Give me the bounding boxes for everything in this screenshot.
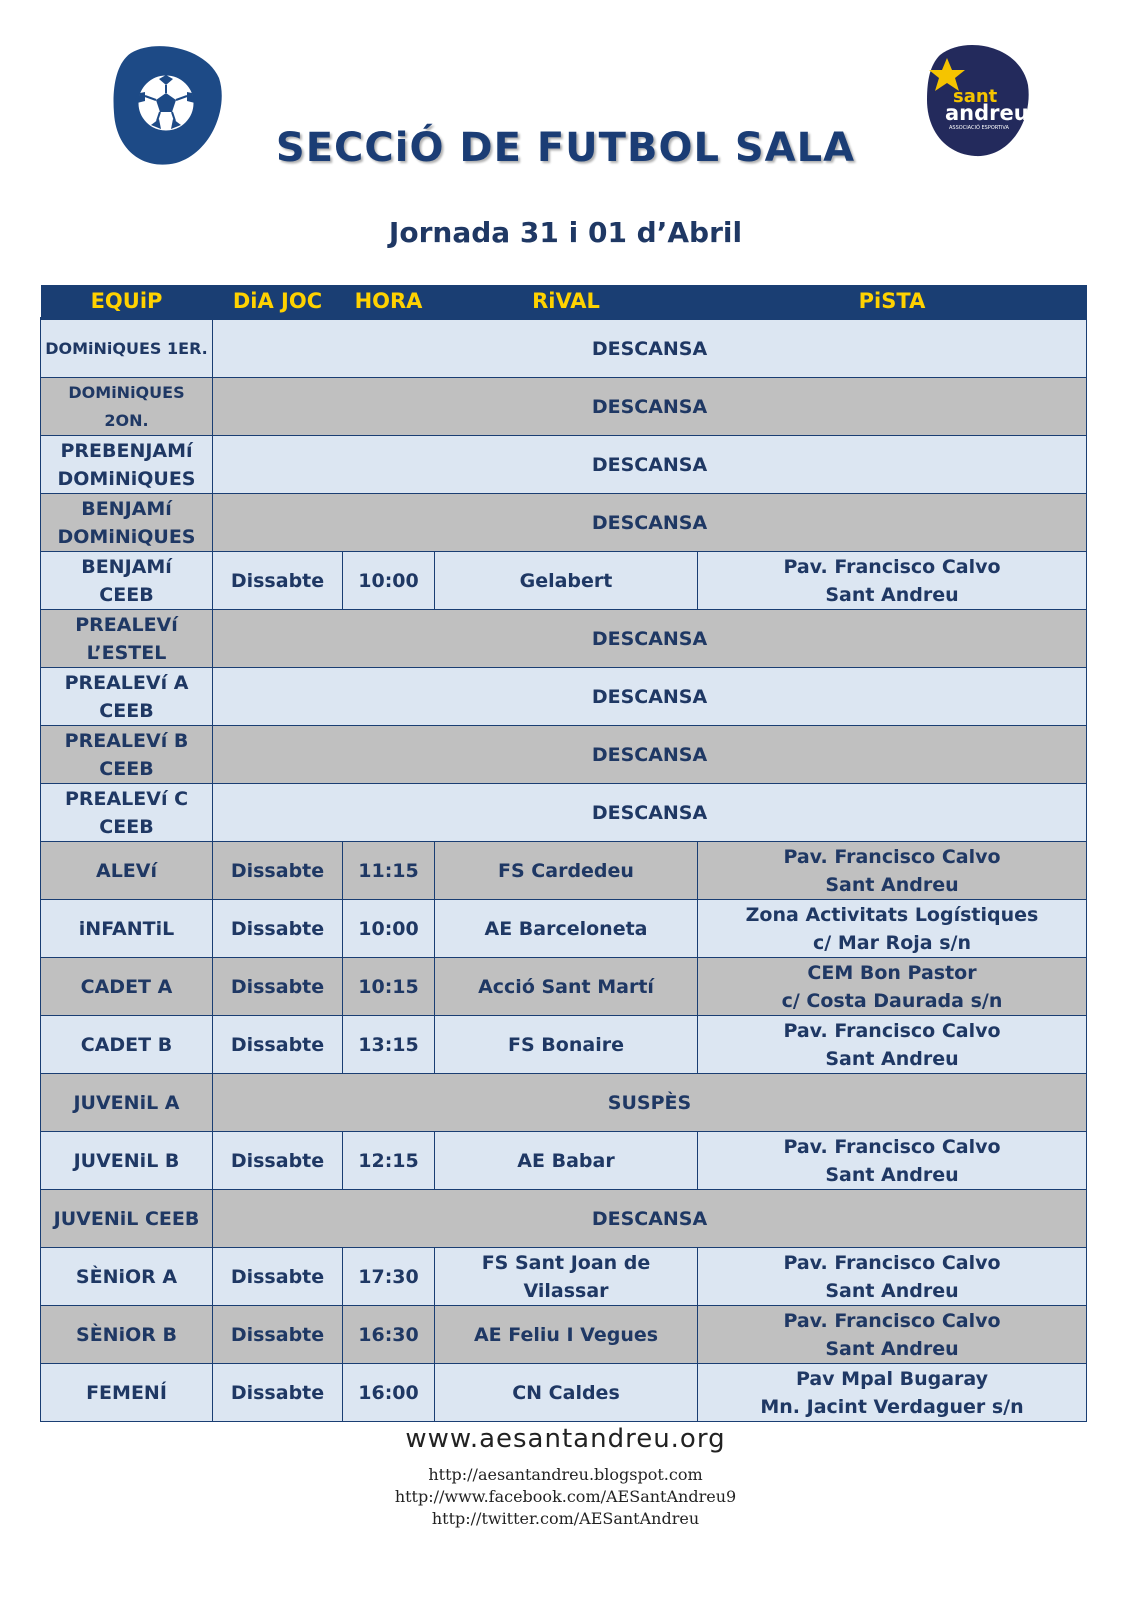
status-cell: DESCANSA	[213, 784, 1087, 842]
venue-cell	[698, 1306, 1087, 1364]
rival-cell: Gelabert	[435, 552, 698, 610]
venue-cell	[698, 552, 1087, 610]
blog-link[interactable]: http://aesantandreu.blogspot.com	[428, 1465, 703, 1484]
rival-cell: AE Babar	[435, 1132, 698, 1190]
venue-cell	[698, 1364, 1087, 1422]
page-title: SECCiÓ DE FUTBOL SALA	[275, 125, 856, 171]
team-cell	[41, 1190, 213, 1248]
day-cell: Dissabte	[213, 1132, 343, 1190]
cell-line: DOMiNiQUES	[57, 467, 196, 490]
status-cell: DESCANSA	[213, 668, 1087, 726]
cell-line: Pav. Francisco Calvo	[783, 555, 1001, 578]
team-cell	[41, 958, 213, 1016]
table-row	[41, 958, 1087, 1016]
status-cell: DESCANSA	[213, 1190, 1087, 1248]
team-cell	[41, 1306, 213, 1364]
svg-text:sant: sant	[953, 86, 998, 107]
venue-cell	[698, 900, 1087, 958]
day-cell: Dissabte	[213, 1306, 343, 1364]
rival-cell: FS Cardedeu	[435, 842, 698, 900]
table-row	[41, 726, 1087, 784]
table-row	[41, 842, 1087, 900]
cell-line: CEEB	[99, 699, 154, 722]
table-row	[41, 494, 1087, 552]
cell-line: BENJAMí	[81, 555, 172, 578]
venue-cell	[698, 1248, 1087, 1306]
column-header-venue: PiSTA	[698, 285, 1087, 319]
day-cell: Dissabte	[213, 958, 343, 1016]
cell-line: CEEB	[99, 757, 154, 780]
cell-line: Sant Andreu	[825, 1047, 959, 1070]
cell-line: iNFANTiL	[78, 917, 175, 940]
svg-text:andreu: andreu	[945, 101, 1029, 125]
time-cell: 10:00	[343, 900, 435, 958]
column-header-day: DiA JOC	[213, 285, 343, 319]
team-cell	[41, 784, 213, 842]
table-row	[41, 1190, 1087, 1248]
team-cell	[41, 378, 213, 436]
svg-text:ASSOCIACIÓ ESPORTIVA: ASSOCIACIÓ ESPORTIVA	[949, 125, 1009, 131]
rival-cell: Acció Sant Martí	[435, 958, 698, 1016]
cell-line: Sant Andreu	[825, 1337, 959, 1360]
table-row	[41, 610, 1087, 668]
venue-cell	[698, 842, 1087, 900]
team-cell	[41, 1016, 213, 1074]
status-cell: DESCANSA	[213, 494, 1087, 552]
team-cell	[41, 726, 213, 784]
day-cell: Dissabte	[213, 900, 343, 958]
cell-line: Mn. Jacint Verdaguer s/n	[760, 1395, 1024, 1418]
cell-line: Zona Activitats Logístiques	[745, 903, 1039, 926]
cell-line: DOMiNiQUES 1ER.	[45, 338, 208, 358]
rival-cell: AE Feliu I Vegues	[435, 1306, 698, 1364]
cell-line: PREBENJAMí	[60, 439, 193, 462]
cell-line: PREALEVí B	[64, 729, 189, 752]
table-row	[41, 319, 1087, 378]
website-link[interactable]: www.aesantandreu.org	[405, 1424, 726, 1454]
table-row	[41, 900, 1087, 958]
cell-line: Sant Andreu	[825, 1279, 959, 1302]
table-row	[41, 436, 1087, 494]
column-header-time: HORA	[343, 285, 435, 319]
cell-line: L’ESTEL	[86, 641, 167, 664]
cell-line: Pav. Francisco Calvo	[783, 845, 1001, 868]
twitter-link[interactable]: http://twitter.com/AESantAndreu	[431, 1509, 700, 1528]
table-row	[41, 552, 1087, 610]
cell-line: Sant Andreu	[825, 1163, 959, 1186]
page-subtitle: Jornada 31 i 01 d’Abril	[388, 216, 743, 249]
time-cell: 10:15	[343, 958, 435, 1016]
cell-line: CEEB	[99, 583, 154, 606]
team-cell	[41, 1248, 213, 1306]
cell-line: PREALEVí A	[64, 671, 189, 694]
cell-line: CEEB	[99, 815, 154, 838]
cell-line: Pav. Francisco Calvo	[783, 1019, 1001, 1042]
team-cell	[41, 436, 213, 494]
status-cell: DESCANSA	[213, 726, 1087, 784]
cell-line: ALEVí	[95, 859, 157, 882]
status-cell: DESCANSA	[213, 378, 1087, 436]
cell-line: PREALEVí C	[64, 787, 189, 810]
table-row	[41, 1248, 1087, 1306]
cell-line: Pav Mpal Bugaray	[795, 1367, 989, 1390]
venue-cell	[698, 1132, 1087, 1190]
column-header-team: EQUiP	[41, 285, 213, 319]
cell-line: BENJAMí	[81, 497, 172, 520]
venue-cell	[698, 958, 1087, 1016]
table-row	[41, 378, 1087, 436]
cell-line: JUVENiL A	[73, 1091, 180, 1114]
time-cell: 12:15	[343, 1132, 435, 1190]
column-header-rival: RiVAL	[435, 285, 698, 319]
team-cell	[41, 1364, 213, 1422]
time-cell: 11:15	[343, 842, 435, 900]
status-cell: SUSPÈS	[213, 1074, 1087, 1132]
status-cell: DESCANSA	[213, 610, 1087, 668]
team-cell	[41, 494, 213, 552]
day-cell: Dissabte	[213, 1248, 343, 1306]
team-cell	[41, 1132, 213, 1190]
table-row	[41, 1016, 1087, 1074]
table-row	[41, 1132, 1087, 1190]
cell-line: SÈNiOR A	[75, 1265, 178, 1288]
day-cell: Dissabte	[213, 842, 343, 900]
time-cell: 10:00	[343, 552, 435, 610]
team-cell	[41, 610, 213, 668]
status-cell: DESCANSA	[213, 436, 1087, 494]
table-row	[41, 1074, 1087, 1132]
cell-line: c/ Costa Daurada s/n	[781, 989, 1003, 1012]
team-cell	[41, 552, 213, 610]
cell-line: c/ Mar Roja s/n	[813, 931, 971, 954]
time-cell: 17:30	[343, 1248, 435, 1306]
schedule-body	[41, 319, 1087, 1422]
day-cell: Dissabte	[213, 1364, 343, 1422]
cell-line: PREALEVí	[75, 613, 178, 636]
cell-line: FEMENÍ	[86, 1381, 167, 1404]
rival-cell: CN Caldes	[435, 1364, 698, 1422]
soccer-ball-icon	[137, 74, 195, 132]
cell-line: DOMiNiQUES 2ON.	[68, 382, 185, 430]
table-row	[41, 1306, 1087, 1364]
cell-line: Pav. Francisco Calvo	[783, 1135, 1001, 1158]
team-cell	[41, 1074, 213, 1132]
time-cell: 13:15	[343, 1016, 435, 1074]
schedule-table	[40, 285, 1087, 1422]
day-cell: Dissabte	[213, 552, 343, 610]
rival-cell: FS Sant Joan de Vilassar	[435, 1248, 698, 1306]
rival-cell: AE Barceloneta	[435, 900, 698, 958]
cell-line: Pav. Francisco Calvo	[783, 1309, 1001, 1332]
team-cell	[41, 842, 213, 900]
table-row	[41, 784, 1087, 842]
day-cell: Dissabte	[213, 1016, 343, 1074]
team-cell	[41, 900, 213, 958]
cell-line: CADET B	[80, 1033, 173, 1056]
cell-line: CADET A	[80, 975, 173, 998]
rival-cell: FS Bonaire	[435, 1016, 698, 1074]
cell-line: Pav. Francisco Calvo	[783, 1251, 1001, 1274]
cell-line: JUVENiL B	[73, 1149, 180, 1172]
cell-line: JUVENiL CEEB	[53, 1207, 200, 1230]
venue-cell	[698, 1016, 1087, 1074]
cell-line: DOMiNiQUES	[57, 525, 196, 548]
cell-line: CEM Bon Pastor	[807, 961, 977, 984]
time-cell: 16:30	[343, 1306, 435, 1364]
team-cell	[41, 319, 213, 378]
cell-line: Sant Andreu	[825, 873, 959, 896]
cell-line: Sant Andreu	[825, 583, 959, 606]
team-cell	[41, 668, 213, 726]
table-row	[41, 668, 1087, 726]
cell-line: SÈNiOR B	[76, 1323, 177, 1346]
time-cell: 16:00	[343, 1364, 435, 1422]
table-header-row	[41, 285, 1087, 319]
table-row	[41, 1364, 1087, 1422]
status-cell: DESCANSA	[213, 319, 1087, 378]
facebook-link[interactable]: http://www.facebook.com/AESantAndreu9	[394, 1487, 737, 1506]
